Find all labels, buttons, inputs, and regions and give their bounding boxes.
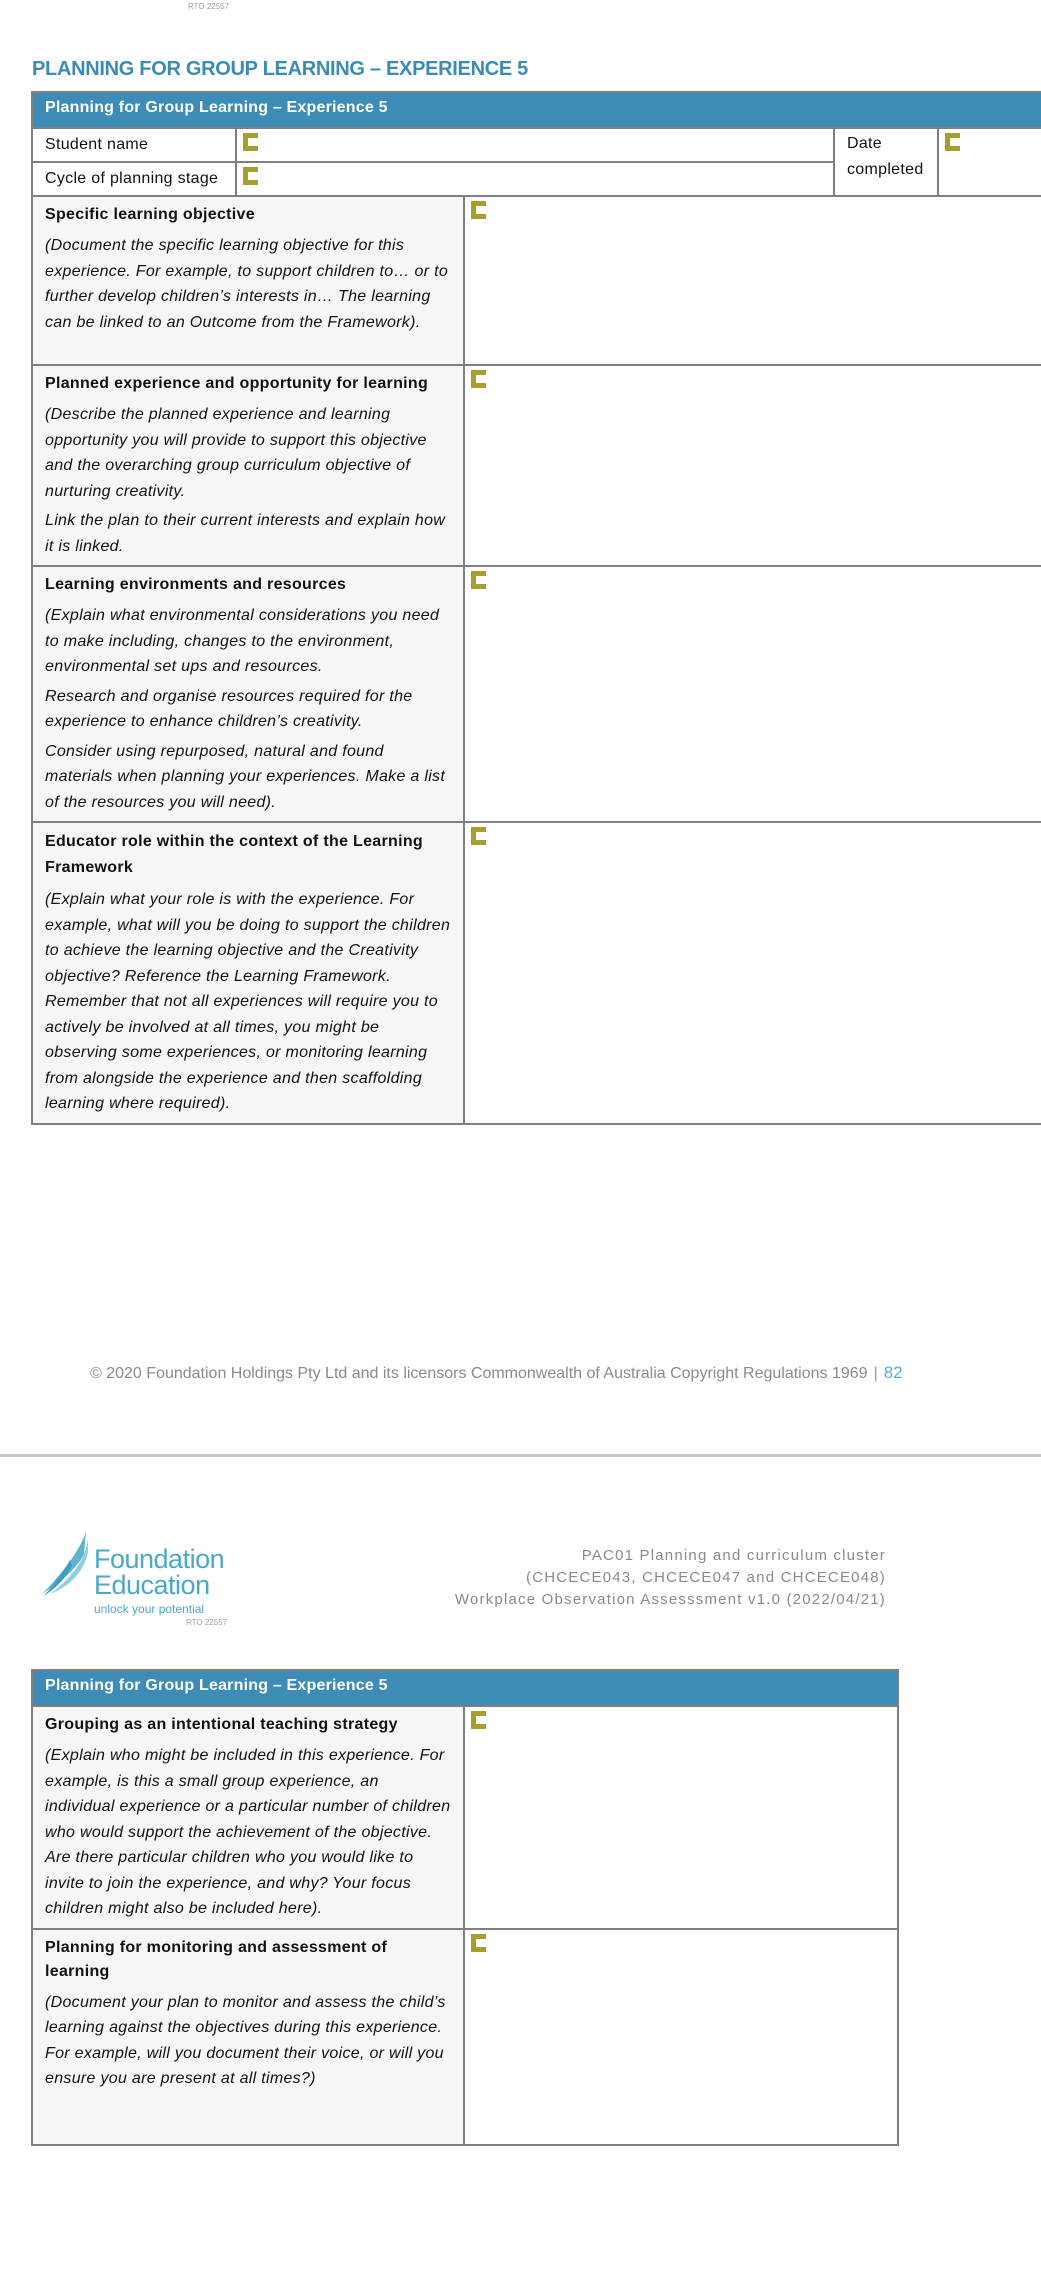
grouping-field[interactable] xyxy=(464,1706,898,1929)
row-title: Grouping as an intentional teaching strategy xyxy=(45,1716,398,1733)
form-field-marker-icon xyxy=(471,201,486,219)
row-instruction: Research and organise resources required for the experience to enhance children’s creativity. xyxy=(45,687,413,730)
row-instruction: (Explain what environmental considerations you need to make including, changes to the environment, environmental set ups and resources. xyxy=(45,607,440,675)
row-instruction: (Describe the planned experience and learning opportunity you will provide to support this objective and the overarching group curriculum objective of nurturing creativity. xyxy=(45,406,427,500)
planning-table-continued xyxy=(31,1669,899,2146)
form-field-marker-icon xyxy=(243,167,258,185)
page-number: 82 xyxy=(883,1363,903,1382)
planned-experience-field[interactable] xyxy=(464,365,1041,566)
foundation-education-logo xyxy=(40,1528,240,1627)
learning-objective-field[interactable] xyxy=(464,196,1041,365)
educator-role-field[interactable] xyxy=(464,822,1041,1124)
document-info xyxy=(455,1545,886,1611)
row-label-monitoring xyxy=(32,1929,464,2145)
date-completed-label xyxy=(834,128,938,196)
page-footer xyxy=(90,1363,903,1383)
learning-environments-field[interactable] xyxy=(464,566,1041,822)
monitoring-field[interactable] xyxy=(464,1929,898,2145)
row-label-planned-experience xyxy=(32,365,464,566)
table-header: Planning for Group Learning – Experience 5 xyxy=(32,1670,898,1706)
row-instruction: (Document the specific learning objective for this experience. For example, to support children to… or to further develop children’s interests in… The learning can be linked to an Outcome from the Framework). xyxy=(45,237,449,331)
row-title: Planning for monitoring and assessment of learning xyxy=(45,1938,388,1980)
feather-logo-icon xyxy=(40,1530,92,1598)
footer-separator: | xyxy=(873,1365,878,1382)
form-field-marker-icon xyxy=(945,133,960,151)
row-label-learning-environments xyxy=(32,566,464,822)
row-instruction: (Document your plan to monitor and assess the child’s learning against the objectives during this experience. For example, will you document their voice, or will you ensure you are present at all times?) xyxy=(45,1993,446,2087)
date-label-line2: completed xyxy=(847,161,924,178)
row-label-educator-role xyxy=(32,822,464,1124)
page-divider xyxy=(0,1454,1041,1457)
copyright-text: © 2020 Foundation Holdings Pty Ltd and its licensors Commonwealth of Australia Copyright Regulations 1969 xyxy=(90,1365,868,1382)
row-title: Learning environments and resources xyxy=(45,576,347,593)
date-completed-field[interactable] xyxy=(938,128,1041,196)
page-heading: PLANNING FOR GROUP LEARNING – EXPERIENCE 5 xyxy=(32,58,528,80)
date-label-line1: Date xyxy=(847,135,882,152)
logo-text-line1: Foundation xyxy=(94,1544,225,1574)
cycle-stage-field[interactable] xyxy=(236,162,834,196)
logo-rto: RTO 22557 xyxy=(186,1618,228,1627)
table-header: Planning for Group Learning – Experience 5 xyxy=(32,92,1041,128)
row-instruction: (Explain what your role is with the experience. For example, what will you be doing to support the children to achieve the learning objective and the Creativity objective? Reference the Learning Framework. Remember that not all experiences will require you to actively be involved at all times, you might be observing some experiences, or monitoring learning from alongside the experience and then scaffolding learning where required). xyxy=(45,891,451,1112)
logo-tagline: unlock your potential xyxy=(94,1602,205,1616)
row-title: Specific learning objective xyxy=(45,206,255,223)
doc-info-line1: PAC01 Planning and curriculum cluster xyxy=(581,1547,886,1564)
form-field-marker-icon xyxy=(471,370,486,388)
row-label-grouping xyxy=(32,1706,464,1929)
form-field-marker-icon xyxy=(471,827,486,845)
student-name-field[interactable] xyxy=(236,128,834,162)
form-field-marker-icon xyxy=(471,1711,486,1729)
student-name-label: Student name xyxy=(32,128,236,162)
doc-info-line2: (CHCECE043, CHCECE047 and CHCECE048) xyxy=(526,1569,886,1586)
row-instruction: (Explain who might be included in this experience. For example, is this a small group experience, an individual experience or a particular number of children who would support the achievement of the objective. Are there particular children who you would like to invite to join the experience, and why? Your focus children might also be included here). xyxy=(45,1747,451,1917)
row-label-learning-objective xyxy=(32,196,464,365)
rto-label: RTO 22557 xyxy=(188,2,230,11)
row-instruction: Consider using repurposed, natural and found materials when planning your experiences. Make a list of the resources you will need). xyxy=(45,742,446,811)
planning-table xyxy=(31,91,1041,1125)
cycle-stage-label: Cycle of planning stage xyxy=(32,162,236,196)
form-field-marker-icon xyxy=(471,1934,486,1952)
row-title: Planned experience and opportunity for learning xyxy=(45,375,429,392)
form-field-marker-icon xyxy=(471,571,486,589)
doc-info-line3: Workplace Observation Assesssment v1.0 (2022/04/21) xyxy=(454,1591,886,1608)
row-instruction: Link the plan to their current interests and explain how it is linked. xyxy=(45,512,446,555)
logo-text-line2: Education xyxy=(94,1570,210,1600)
row-title: Educator role within the context of the Learning Framework xyxy=(45,833,423,876)
form-field-marker-icon xyxy=(243,133,258,151)
